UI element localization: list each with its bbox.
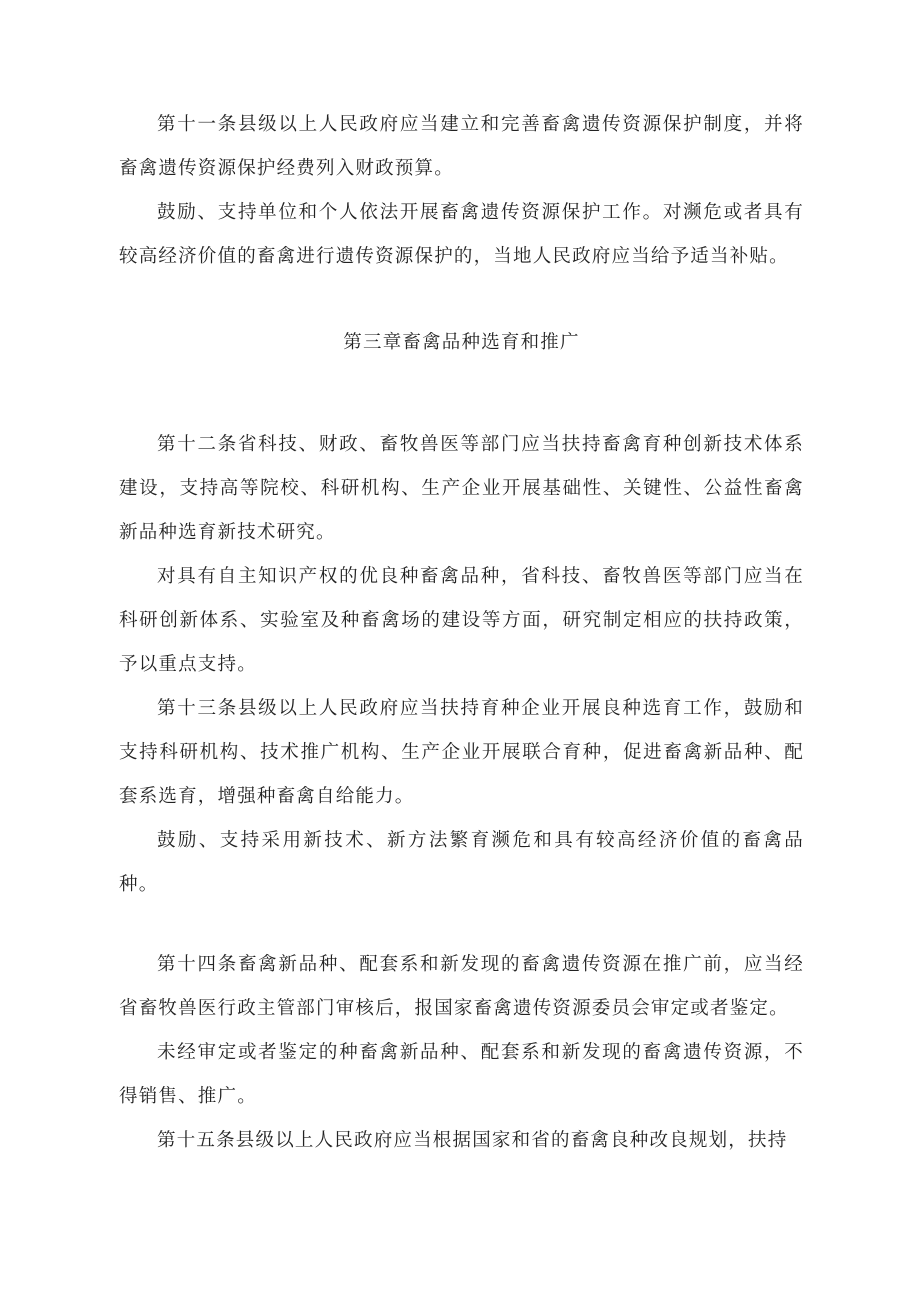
article-15-paragraph: 第十五条县级以上人民政府应当根据国家和省的畜禽良种改良规划，扶持: [157, 1130, 788, 1151]
article-11-encouragement-paragraph: 鼓励、支持单位和个人依法开展畜禽遗传资源保护工作。对濒危或者具有较高经济价值的畜禽进行遗传资源保护的，当地人民政府应当给予适当补贴。: [119, 202, 804, 267]
spacer: [119, 907, 804, 943]
article-14-restriction-paragraph: 未经审定或者鉴定的种畜禽新品种、配套系和新发现的畜禽遗传资源，不得销售、推广。: [119, 1042, 804, 1107]
chapter-heading: 第三章畜禽品种选育和推广: [343, 332, 580, 353]
article-14-paragraph: 第十四条畜禽新品种、配套系和新发现的畜禽遗传资源在推广前，应当经省畜牧兽医行政主管部门审核后，报国家畜禽遗传资源委员会审定或者鉴定。: [119, 954, 804, 1019]
document-body: [119, 103, 804, 1163]
spacer: [119, 279, 804, 321]
article-12-paragraph: 第十二条省科技、财政、畜牧兽医等部门应当扶持畜禽育种创新技术体系建设，支持高等院校、科研机构、生产企业开展基础性、关键性、公益性畜禽新品种选育新技术研究。: [119, 434, 804, 543]
spacer: [119, 365, 804, 423]
article-13-encouragement-paragraph: 鼓励、支持采用新技术、新方法繁育濒危和具有较高经济价值的畜禽品种。: [119, 830, 804, 895]
article-12-support-paragraph: 对具有自主知识产权的优良种畜禽品种，省科技、畜牧兽医等部门应当在科研创新体系、实验室及种畜禽场的建设等方面，研究制定相应的扶持政策，予以重点支持。: [119, 566, 804, 675]
article-11-paragraph: 第十一条县级以上人民政府应当建立和完善畜禽遗传资源保护制度，并将畜禽遗传资源保护经费列入财政预算。: [119, 114, 804, 179]
article-13-paragraph: 第十三条县级以上人民政府应当扶持育种企业开展良种选育工作，鼓励和支持科研机构、技术推广机构、生产企业开展联合育种，促进畜禽新品种、配套系选育，增强种畜禽自给能力。: [119, 698, 804, 807]
